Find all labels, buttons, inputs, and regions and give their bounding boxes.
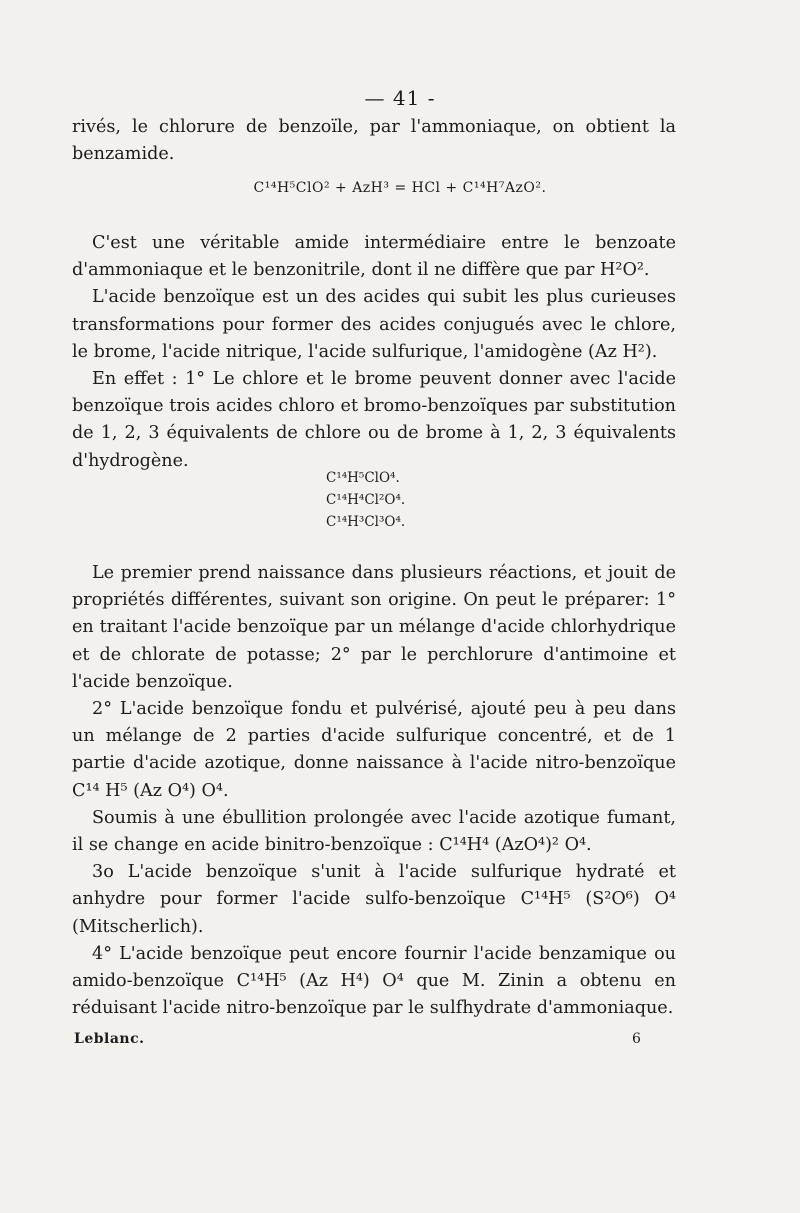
formula-2: C¹⁴H⁴Cl²O⁴.: [326, 492, 406, 508]
formula-3: C¹⁴H³Cl³O⁴.: [326, 514, 406, 530]
page-number: — 41 -: [364, 86, 436, 110]
paragraph-6: 2° L'acide benzoïque fondu et pulvérisé, ajouté peu à peu dans un mélange de 2 parties d'acide sulfurique concentré, et de 1 partie d'acide azotique, donne naissance à l'acide nitro-benzoïque C¹⁴ H⁵ (Az O⁴) O⁴.: [72, 699, 676, 801]
formula-list: [326, 467, 526, 533]
body-block-1: [72, 230, 676, 475]
paragraph-9: 4° L'acide benzoïque peut encore fournir l'acide benzamique ou amido-benzoïque C¹⁴H⁵ (Az H⁴) O⁴ que M. Zinin a obtenu en réduisant l'acide nitro-benzoïque par le sulfhydrate d'ammoniaque.: [72, 943, 676, 1019]
equation: C¹⁴H⁵ClO² + AzH³ = HCl + C¹⁴H⁷AzO².: [253, 180, 547, 196]
paragraph-2: C'est une véritable amide intermédiaire entre le benzoate d'ammoniaque et le benzonitrile, dont il ne diffère que par H²O².: [72, 233, 676, 281]
body-block-2: [72, 560, 676, 1022]
paragraph-5: Le premier prend naissance dans plusieurs réactions, et jouit de propriétés différentes, suivant son origine. On peut le préparer: 1° en traitant l'acide benzoïque par un mélange d'acide chlorhydrique et de chlorate de potasse; 2° par le perchlorure d'antimoine et l'acide benzoïque.: [72, 563, 676, 692]
footer-signature: 6: [632, 1031, 641, 1047]
paragraph-7: Soumis à une ébullition prolongée avec l'acide azotique fumant, il se change en acide binitro-benzoïque : C¹⁴H⁴ (AzO⁴)² O⁴.: [72, 807, 676, 856]
paragraph-4: En effet : 1° Le chlore et le brome peuvent donner avec l'acide benzoïque trois acides chloro et bromo-benzoïques par substitution de 1, 2, 3 équivalents de chlore ou de brome à 1, 2, 3 équivalents d'hydrogène.: [72, 369, 676, 471]
paragraph-8: 3o L'acide benzoïque s'unit à l'acide sulfurique hydraté et anhydre pour former l'acide sulfo-benzoïque C¹⁴H⁵ (S²O⁶) O⁴ (Mitscherlich).: [72, 862, 676, 937]
formula-1: C¹⁴H⁵ClO⁴.: [326, 470, 400, 486]
paragraph-1: rivés, le chlorure de benzoïle, par l'ammoniaque, on obtient la benzamide.: [72, 117, 676, 165]
footer-author: Leblanc.: [74, 1031, 145, 1047]
paragraph-3: L'acide benzoïque est un des acides qui subit les plus curieuses transformations pour former des acides conjugués avec le chlore, le brome, l'acide nitrique, l'acide sulfurique, l'amidogène (Az H²).: [72, 287, 676, 362]
paragraph-1-block: [72, 114, 676, 168]
